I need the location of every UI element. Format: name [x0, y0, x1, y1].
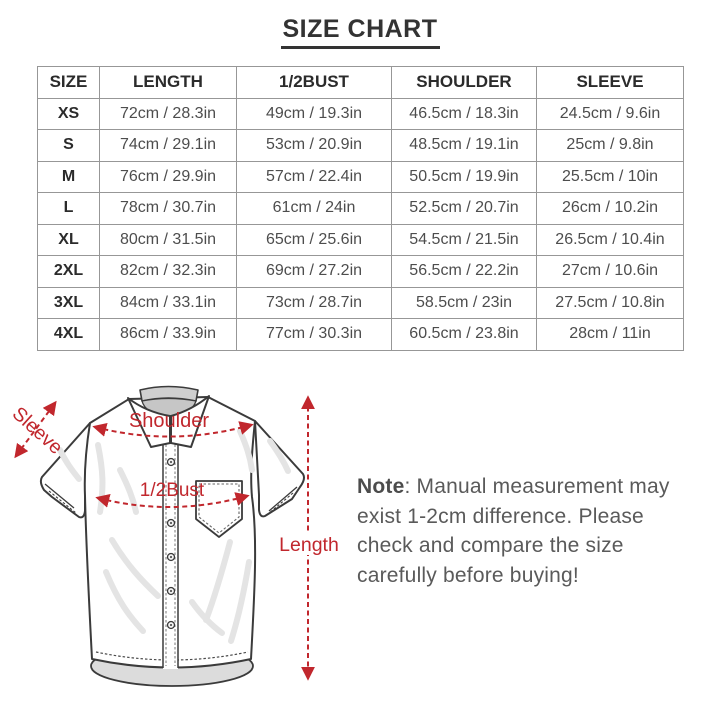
- table-cell: 72cm / 28.3in: [100, 98, 237, 130]
- table-cell: 24.5cm / 9.6in: [537, 98, 684, 130]
- size-label: 2XL: [38, 256, 100, 288]
- size-label: XL: [38, 224, 100, 256]
- column-header: SLEEVE: [537, 67, 684, 99]
- table-row: [38, 98, 684, 130]
- table-cell: 65cm / 25.6in: [237, 224, 392, 256]
- table-cell: 49cm / 19.3in: [237, 98, 392, 130]
- column-header: 1/2BUST: [237, 67, 392, 99]
- table-cell: 46.5cm / 18.3in: [392, 98, 537, 130]
- size-label: 3XL: [38, 287, 100, 319]
- size-table: [37, 66, 684, 351]
- size-label: L: [38, 193, 100, 225]
- table-cell: 25cm / 9.8in: [537, 130, 684, 162]
- table-cell: 50.5cm / 19.9in: [392, 161, 537, 193]
- table-cell: 60.5cm / 23.8in: [392, 319, 537, 351]
- table-cell: 58.5cm / 23in: [392, 287, 537, 319]
- table-row: [38, 287, 684, 319]
- sleeve-label: Sleeve: [7, 402, 67, 459]
- shirt-diagram: [0, 378, 340, 700]
- size-label: 4XL: [38, 319, 100, 351]
- shoulder-label: Shoulder: [128, 410, 210, 432]
- placket: [163, 420, 178, 669]
- table-cell: 53cm / 20.9in: [237, 130, 392, 162]
- length-label: Length: [279, 534, 339, 556]
- table-row: [38, 193, 684, 225]
- table-row: [38, 161, 684, 193]
- note-body: : Manual measurement may exist 1-2cm difference. Please check and compare the size carefully before buying!: [357, 475, 670, 587]
- column-header: LENGTH: [100, 67, 237, 99]
- button: [168, 588, 175, 595]
- table-cell: 57cm / 22.4in: [237, 161, 392, 193]
- table-cell: 52.5cm / 20.7in: [392, 193, 537, 225]
- button: [168, 459, 175, 466]
- table-cell: 27cm / 10.6in: [537, 256, 684, 288]
- page-title: [0, 15, 720, 49]
- column-header: SIZE: [38, 67, 100, 99]
- table-cell: 61cm / 24in: [237, 193, 392, 225]
- table-cell: 56.5cm / 22.2in: [392, 256, 537, 288]
- button: [168, 622, 175, 629]
- table-cell: 69cm / 27.2in: [237, 256, 392, 288]
- table-cell: 86cm / 33.9in: [100, 319, 237, 351]
- table-cell: 77cm / 30.3in: [237, 319, 392, 351]
- table-cell: 78cm / 30.7in: [100, 193, 237, 225]
- button: [168, 520, 175, 527]
- table-row: [38, 319, 684, 351]
- table-cell: 26cm / 10.2in: [537, 193, 684, 225]
- bust-label: 1/2Bust: [139, 480, 205, 501]
- table-cell: 82cm / 32.3in: [100, 256, 237, 288]
- table-cell: 25.5cm / 10in: [537, 161, 684, 193]
- size-label: M: [38, 161, 100, 193]
- page-title-text: SIZE CHART: [281, 15, 440, 49]
- size-label: XS: [38, 98, 100, 130]
- table-cell: 28cm / 11in: [537, 319, 684, 351]
- table-cell: 48.5cm / 19.1in: [392, 130, 537, 162]
- table-cell: 27.5cm / 10.8in: [537, 287, 684, 319]
- table-row: [38, 224, 684, 256]
- table-row: [38, 256, 684, 288]
- table-cell: 76cm / 29.9in: [100, 161, 237, 193]
- table-cell: 74cm / 29.1in: [100, 130, 237, 162]
- table-cell: 26.5cm / 10.4in: [537, 224, 684, 256]
- note-text: [357, 472, 695, 590]
- table-cell: 80cm / 31.5in: [100, 224, 237, 256]
- table-cell: 84cm / 33.1in: [100, 287, 237, 319]
- button: [168, 554, 175, 561]
- note-label: Note: [357, 475, 405, 498]
- table-row: [38, 130, 684, 162]
- column-header: SHOULDER: [392, 67, 537, 99]
- size-label: S: [38, 130, 100, 162]
- table-cell: 54.5cm / 21.5in: [392, 224, 537, 256]
- table-cell: 73cm / 28.7in: [237, 287, 392, 319]
